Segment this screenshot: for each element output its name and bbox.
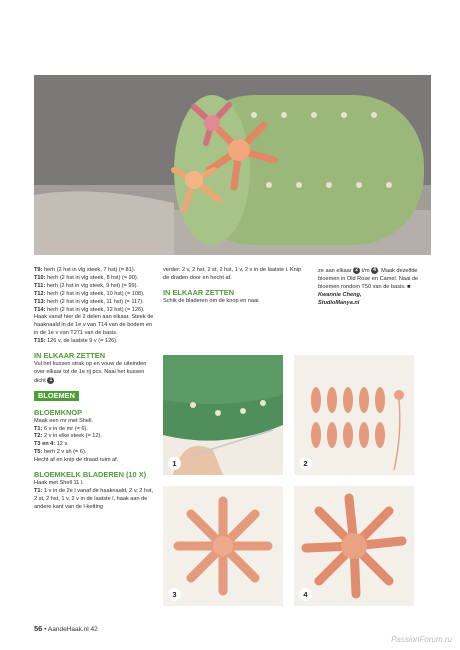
row-text: herh (2 hst in vlg steek, 11 hst) (= 117). [45,298,144,305]
section-heading-assembly-flowers: IN ELKAAR ZETTEN [163,287,235,297]
photo-flower-assembled-illustration [294,486,414,606]
instruction-row-t14 [34,307,154,315]
row-label: T11: [34,282,46,289]
photo-number-badge: 2 [299,457,312,470]
magazine-name: AandeHaak.nl 42 [47,626,98,633]
instruction-row-bud-t2 [34,433,154,441]
bolster-pillow-illustration [34,75,431,255]
end-mark-icon: ■ [407,283,411,290]
range-separator: t/m [360,267,372,274]
row-label: T12: [34,290,46,297]
row-text: herh (2 hst in vlg steek, 8 hst) (= 90). [45,274,139,281]
photo-number-badge: 1 [168,457,181,470]
step-photo-2 [294,355,414,475]
row-label: T1: [34,425,43,432]
row-text: herh 2 v sh (= 6). [42,449,87,456]
page-number: 56 [34,624,43,633]
section-heading-leaves: BLOEMKELK BLADEREN (10 X) [34,470,147,480]
row-label: T2: [34,433,43,440]
step-photo-4 [294,486,414,606]
text-column-left [34,267,154,512]
instruction-row-leaves-t1 [34,488,154,512]
step-photo-3 [163,486,283,606]
row-text: herh (2 hst in vlg steek, 12 hst) (= 126). [45,306,145,313]
row-label: T9: [34,267,43,273]
row-text: herh (2 hst in vlg steek, 7 hst) (= 81). [42,267,136,273]
row-label: T14: [34,306,46,313]
fill-text: Vul het kussen strak op en vouw de uiteinden over elkaar tot de 1e rij pcs. Naai het kussen dicht [34,361,147,384]
paragraph-leaves-continued: verder: 2 v, 2 hst, 2 st, 2 hst, 1 v, 2 v in de laatste l. Knip de draden door en hecht af. [163,267,302,281]
hero-photo-bolster-pillow [34,75,431,255]
row-label: T10: [34,274,46,281]
row-text: herh (2 hst in vlg steek, 10 hst) (= 108). [45,290,145,297]
paragraph-fill-pillow [34,361,154,386]
row-text: herh (2 hst in vlg steek, 9 hst) (= 99). [45,282,139,289]
instruction-row-t9 [34,267,154,275]
instruction-row-t13 [34,299,154,307]
sew-text-start: ze aan elkaar [318,267,352,274]
row-text: 2 v in elke steek (= 12). [42,433,102,440]
photo-sewing-illustration [163,355,283,475]
section-heading-assembly: IN ELKAAR ZETTEN [34,351,106,361]
step-photo-1 [163,355,283,475]
paragraph-bud-end: Hecht af en knip de draad ruim af. [34,457,119,464]
section-band-flowers: BLOEMEN [34,391,79,401]
paragraph-join-parts: Haak vanaf hier de 2 delen aan elkaar. Steek de haaknaald in de 1e v van T14 van de bodem en in de 1e v van T271 van de basis. [34,314,154,337]
paragraph-bud-intro: Maak een mr met Shell. [34,417,94,424]
row-label: T3 en 4: [34,441,56,448]
row-text: 6 v in de mr (= 6). [42,425,88,432]
instruction-row-t15 [34,338,154,346]
instruction-row-t11 [34,283,154,291]
footer-separator: • [44,626,47,633]
paragraph-arrange-leaves: Schik de bladeren om de knop en naai [163,297,259,304]
photo-leaves-illustration [294,355,414,475]
instruction-row-t12 [34,291,154,299]
step-ref-badge: 2 [353,267,360,274]
instruction-row-bud-t3-4 [34,441,154,449]
row-label: T13: [34,298,46,305]
step-ref-badge: 1 [47,377,54,384]
instruction-row-t10 [34,275,154,283]
row-text: 12 v. [55,441,69,448]
watermark: PassionForum.ru [391,635,452,644]
instruction-row-bud-t5 [34,449,154,457]
instruction-row-bud-t1 [34,426,154,434]
row-label: T1: [34,488,43,495]
row-text: 1 v in de 2e l vanaf de haaknaald, 2 v, 2 hst, 2 st, 2 hst, 1 v, 2 v in de laatste l, haak aan de andere kant van de l-ketting [34,488,153,510]
section-heading-bud: BLOEMKNOP [34,407,83,417]
paragraph-sew-flowers [318,267,436,292]
paragraph-leaves-intro: Haak met Shell 11 l. [34,480,84,487]
author-name: Kwannie Cheng, [318,291,362,298]
row-label: T5: [34,449,43,456]
photo-number-badge: 3 [168,588,181,601]
sew-text-end: . Maak dezelfde bloemen in Old Rose en Camel. Naai de bloemen rondom T50 van de basis. [318,267,419,290]
row-label: T15: [34,338,46,345]
text-column-right [318,267,436,308]
text-column-middle [163,267,303,306]
page-footer [34,624,98,633]
author-studio: StudioManya.nl [318,299,360,306]
photo-number-badge: 4 [299,588,312,601]
row-text: 126 v, de laatste 9 v (= 126). [45,338,118,345]
step-ref-badge: 4 [371,267,378,274]
photo-flower-illustration [163,486,283,606]
